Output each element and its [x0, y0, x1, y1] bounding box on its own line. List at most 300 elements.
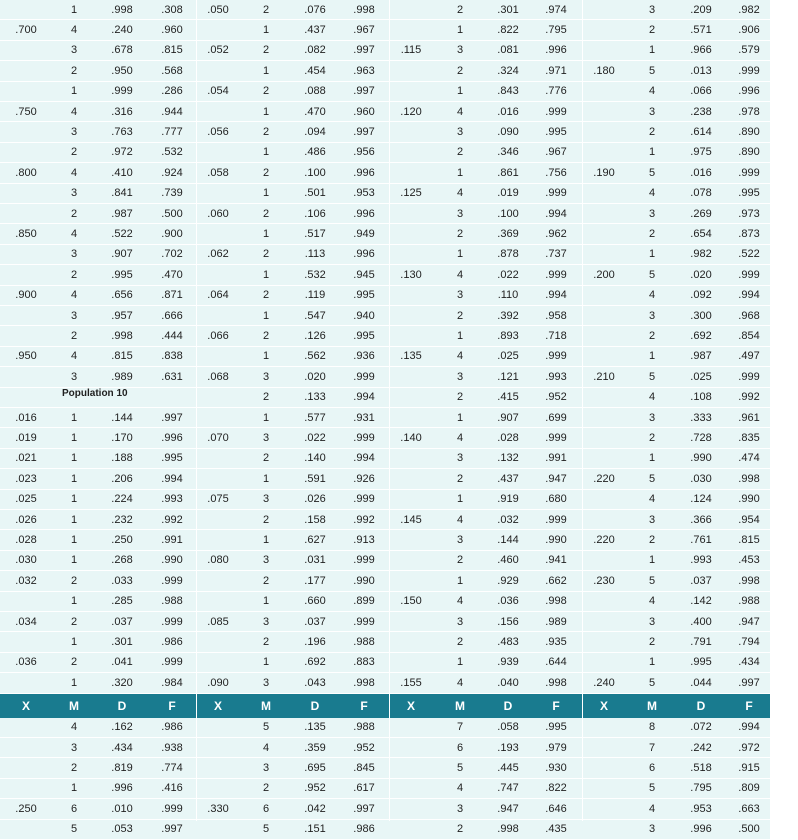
cell-f-g4: .990 [738, 493, 760, 506]
cell-m-g1: 1 [70, 534, 78, 547]
cell-m-g2: 2 [262, 574, 270, 587]
cell-d-g2: .517 [304, 228, 326, 241]
cell-d-g3: .110 [497, 289, 519, 302]
cell-m-g2: 3 [262, 676, 270, 689]
cell-m-g1: 1 [70, 432, 78, 445]
cell-m-g2: 1 [262, 228, 270, 241]
cell-f-g4: .961 [738, 411, 760, 424]
cell-m-g1: 4 [70, 24, 78, 37]
cell-d-g4: .975 [690, 146, 712, 159]
cell-m-g1: 2 [70, 574, 78, 587]
cell-m-g1: 4 [70, 289, 78, 302]
cell-d-g1: .998 [111, 330, 133, 343]
header-d-g1: D [117, 698, 127, 713]
column-group-divider [196, 0, 197, 821]
cell-x-g2: .085 [207, 615, 229, 628]
cell-m-g1: 1 [70, 452, 78, 465]
cell-d-g1: .316 [111, 105, 133, 118]
table-row [0, 718, 770, 738]
cell-m-g2: 1 [262, 350, 270, 363]
cell-d-g3: .919 [497, 493, 519, 506]
cell-f-g3: .974 [545, 3, 567, 16]
cell-m-g4: 2 [648, 24, 656, 37]
cell-f-g2: .990 [353, 574, 375, 587]
cell-m-g2: 2 [262, 289, 270, 302]
cell-m-g4: 5 [648, 64, 656, 77]
cell-m-g3: 1 [456, 166, 464, 179]
cell-f-g4: .999 [738, 166, 760, 179]
cell-f-g3: .644 [545, 656, 567, 669]
cell-m-g3: 1 [456, 330, 464, 343]
cell-m-g2: 3 [262, 493, 270, 506]
cell-m-g1: 2 [70, 615, 78, 628]
cell-m-g1: 1 [70, 595, 78, 608]
cell-x-g3: .145 [400, 513, 422, 526]
cell-m-g4: 3 [648, 411, 656, 424]
cell-f-g1: .938 [161, 741, 183, 754]
cell-d-g4: .953 [690, 802, 712, 815]
cell-m-g1: 2 [70, 762, 78, 775]
cell-d-g2: .135 [304, 721, 326, 734]
cell-m-g2: 1 [262, 146, 270, 159]
cell-x-g1: .700 [15, 24, 37, 37]
cell-d-g3: .032 [497, 513, 519, 526]
cell-f-g3: .958 [545, 309, 567, 322]
cell-m-g1: 1 [70, 554, 78, 567]
cell-d-g4: .124 [690, 493, 712, 506]
cell-x-g1: .032 [15, 574, 37, 587]
cell-m-g4: 5 [648, 676, 656, 689]
cell-m-g4: 4 [648, 85, 656, 98]
cell-f-g2: .883 [353, 656, 375, 669]
cell-d-g2: .100 [304, 166, 326, 179]
cell-m-g1: 2 [70, 656, 78, 669]
cell-d-g4: .614 [690, 126, 712, 139]
cell-d-g4: .987 [690, 350, 712, 363]
cell-m-g3: 4 [456, 432, 464, 445]
cell-f-g2: .994 [353, 452, 375, 465]
cell-m-g4: 1 [648, 452, 656, 465]
cell-d-g4: .037 [690, 574, 712, 587]
cell-f-g1: .996 [161, 432, 183, 445]
cell-f-g1: .416 [161, 782, 183, 795]
header-x-g1: X [21, 698, 30, 713]
cell-d-g2: .577 [304, 411, 326, 424]
cell-m-g4: 3 [648, 3, 656, 16]
cell-x-g1: .036 [15, 656, 37, 669]
cell-x-g3: .140 [400, 432, 422, 445]
cell-d-g4: .072 [690, 721, 712, 734]
cell-d-g4: .242 [690, 741, 712, 754]
cell-d-g1: .224 [111, 493, 133, 506]
table-row [0, 653, 770, 673]
cell-m-g1: 1 [70, 472, 78, 485]
cell-m-g4: 1 [648, 554, 656, 567]
cell-f-g3: .994 [545, 289, 567, 302]
cell-f-g4: .434 [738, 656, 760, 669]
cell-m-g4: 5 [648, 370, 656, 383]
cell-f-g2: .617 [353, 782, 375, 795]
cell-m-g2: 2 [262, 207, 270, 220]
cell-d-g1: .907 [111, 248, 133, 261]
cell-m-g3: 2 [456, 554, 464, 567]
cell-d-g1: .434 [111, 741, 133, 754]
cell-d-g2: .562 [304, 350, 326, 363]
cell-m-g4: 3 [648, 823, 656, 836]
cell-f-g1: .532 [161, 146, 183, 159]
cell-d-g1: .041 [111, 656, 133, 669]
cell-m-g1: 4 [70, 721, 78, 734]
cell-m-g1: 3 [70, 370, 78, 383]
cell-m-g1: 3 [70, 741, 78, 754]
table-row [0, 738, 770, 758]
cell-d-g2: .660 [304, 595, 326, 608]
table-row [0, 122, 770, 142]
cell-f-g1: .990 [161, 554, 183, 567]
cell-d-g1: .522 [111, 228, 133, 241]
cell-x-g2: .050 [207, 3, 229, 16]
cell-f-g3: .662 [545, 574, 567, 587]
header-m-g4: M [647, 698, 657, 713]
cell-f-g2: .960 [353, 105, 375, 118]
cell-f-g1: .815 [161, 44, 183, 57]
cell-f-g3: .737 [545, 248, 567, 261]
cell-f-g1: .995 [161, 452, 183, 465]
cell-x-g2: .064 [207, 289, 229, 302]
cell-m-g1: 3 [70, 309, 78, 322]
cell-d-g2: .119 [304, 289, 326, 302]
cell-m-g2: 4 [262, 741, 270, 754]
cell-d-g2: .177 [304, 574, 326, 587]
cell-m-g4: 4 [648, 187, 656, 200]
cell-m-g4: 3 [648, 105, 656, 118]
cell-x-g2: .080 [207, 554, 229, 567]
cell-m-g2: 1 [262, 472, 270, 485]
cell-m-g4: 4 [648, 595, 656, 608]
cell-f-g3: .967 [545, 146, 567, 159]
cell-d-g1: .320 [111, 676, 133, 689]
cell-x-g1: .800 [15, 166, 37, 179]
cell-f-g4: .794 [738, 636, 760, 649]
cell-m-g3: 4 [456, 350, 464, 363]
cell-d-g1: .998 [111, 3, 133, 16]
cell-f-g2: .963 [353, 64, 375, 77]
cell-f-g4: .915 [738, 762, 760, 775]
cell-f-g4: .997 [738, 676, 760, 689]
cell-f-g4: .854 [738, 330, 760, 343]
cell-x-g1: .950 [15, 350, 37, 363]
cell-x-g2: .052 [207, 44, 229, 57]
cell-x-g2: .054 [207, 85, 229, 98]
cell-x-g1: .750 [15, 105, 37, 118]
cell-f-g2: .994 [353, 391, 375, 404]
cell-m-g2: 3 [262, 762, 270, 775]
table-row [0, 592, 770, 612]
cell-f-g2: .997 [353, 802, 375, 815]
cell-f-g4: .982 [738, 3, 760, 16]
cell-f-g4: .972 [738, 741, 760, 754]
cell-x-g1: .016 [15, 411, 37, 424]
cell-x-g1: .030 [15, 554, 37, 567]
cell-f-g1: .871 [161, 289, 183, 302]
cell-f-g3: .998 [545, 595, 567, 608]
cell-d-g1: .053 [111, 823, 133, 836]
cell-x-g2: .058 [207, 166, 229, 179]
table-row [0, 347, 770, 367]
cell-d-g2: .692 [304, 656, 326, 669]
cell-m-g3: 1 [456, 656, 464, 669]
cell-d-g4: .142 [690, 595, 712, 608]
table-row [0, 245, 770, 265]
cell-m-g2: 2 [262, 391, 270, 404]
cell-d-g1: .301 [111, 636, 133, 649]
cell-d-g2: .126 [304, 330, 326, 343]
cell-f-g3: .699 [545, 411, 567, 424]
cell-d-g3: .016 [497, 105, 519, 118]
cell-m-g2: 2 [262, 513, 270, 526]
cell-d-g4: .092 [690, 289, 712, 302]
cell-f-g3: .822 [545, 782, 567, 795]
cell-d-g3: .346 [497, 146, 519, 159]
cell-d-g3: .947 [497, 802, 519, 815]
cell-f-g3: .994 [545, 207, 567, 220]
cell-x-g2: .062 [207, 248, 229, 261]
cell-f-g3: .756 [545, 166, 567, 179]
cell-f-g3: .646 [545, 802, 567, 815]
cell-x-g2: .070 [207, 432, 229, 445]
cell-d-g3: .132 [497, 452, 519, 465]
table-row [0, 326, 770, 346]
cell-f-g1: .994 [161, 472, 183, 485]
cell-f-g3: .989 [545, 615, 567, 628]
cell-x-g3: .125 [400, 187, 422, 200]
cell-m-g2: 1 [262, 268, 270, 281]
cell-d-g3: .301 [497, 3, 519, 16]
header-x-g3: X [406, 698, 415, 713]
cell-m-g1: 3 [70, 126, 78, 139]
cell-f-g4: .663 [738, 802, 760, 815]
cell-m-g3: 2 [456, 391, 464, 404]
cell-d-g2: .151 [304, 823, 326, 836]
cell-d-g3: .929 [497, 574, 519, 587]
cell-m-g4: 5 [648, 782, 656, 795]
cell-d-g3: .822 [497, 24, 519, 37]
cell-f-g3: .995 [545, 721, 567, 734]
cell-f-g1: .774 [161, 762, 183, 775]
cell-f-g4: .522 [738, 248, 760, 261]
table-row [0, 469, 770, 489]
cell-d-g4: .995 [690, 656, 712, 669]
table-row [0, 779, 770, 799]
cell-d-g3: .878 [497, 248, 519, 261]
cell-f-g1: .999 [161, 574, 183, 587]
cell-x-g4: .240 [593, 676, 615, 689]
cell-m-g2: 2 [262, 248, 270, 261]
cell-f-g4: .996 [738, 85, 760, 98]
cell-f-g1: .568 [161, 64, 183, 77]
cell-d-g2: .158 [304, 513, 326, 526]
cell-m-g4: 3 [648, 513, 656, 526]
cell-m-g4: 1 [648, 146, 656, 159]
cell-f-g2: .956 [353, 146, 375, 159]
header-m-g1: M [69, 698, 79, 713]
table-row [0, 449, 770, 469]
cell-m-g1: 2 [70, 146, 78, 159]
cell-d-g3: .843 [497, 85, 519, 98]
cell-m-g1: 1 [70, 85, 78, 98]
cell-f-g1: .777 [161, 126, 183, 139]
cell-d-g1: .232 [111, 513, 133, 526]
cell-m-g1: 4 [70, 350, 78, 363]
cell-m-g4: 7 [648, 741, 656, 754]
cell-m-g2: 3 [262, 615, 270, 628]
cell-d-g2: .627 [304, 534, 326, 547]
cell-f-g1: .500 [161, 207, 183, 220]
cell-d-g4: .078 [690, 187, 712, 200]
column-group-divider [389, 0, 390, 821]
cell-d-g4: .066 [690, 85, 712, 98]
cell-d-g1: .996 [111, 782, 133, 795]
cell-d-g3: .907 [497, 411, 519, 424]
cell-d-g3: .369 [497, 228, 519, 241]
cell-m-g4: 5 [648, 472, 656, 485]
header-m-g2: M [261, 698, 271, 713]
table-row [0, 0, 770, 20]
cell-f-g2: .988 [353, 636, 375, 649]
cell-d-g1: .678 [111, 44, 133, 57]
cell-d-g2: .591 [304, 472, 326, 485]
cell-f-g2: .999 [353, 615, 375, 628]
cell-d-g4: .025 [690, 370, 712, 383]
cell-m-g1: 2 [70, 207, 78, 220]
cell-m-g3: 2 [456, 472, 464, 485]
cell-m-g3: 2 [456, 309, 464, 322]
cell-m-g4: 1 [648, 350, 656, 363]
cell-f-g4: .994 [738, 721, 760, 734]
cell-x-g1: .034 [15, 615, 37, 628]
table-row [0, 143, 770, 163]
cell-d-g3: .025 [497, 350, 519, 363]
cell-x-g2: .330 [207, 802, 229, 815]
cell-f-g1: .286 [161, 85, 183, 98]
cell-m-g3: 1 [456, 248, 464, 261]
cell-d-g4: .728 [690, 432, 712, 445]
cell-f-g4: .809 [738, 782, 760, 795]
cell-f-g1: .702 [161, 248, 183, 261]
cell-f-g3: .680 [545, 493, 567, 506]
cell-d-g4: .016 [690, 166, 712, 179]
cell-f-g4: .453 [738, 554, 760, 567]
table-row [0, 758, 770, 778]
cell-d-g3: .392 [497, 309, 519, 322]
cell-d-g1: .989 [111, 370, 133, 383]
cell-f-g1: .944 [161, 105, 183, 118]
cell-d-g4: .692 [690, 330, 712, 343]
cell-d-g2: .043 [304, 676, 326, 689]
cell-m-g2: 6 [262, 802, 270, 815]
cell-f-g1: .470 [161, 268, 183, 281]
cell-f-g1: .988 [161, 595, 183, 608]
cell-d-g4: .518 [690, 762, 712, 775]
cell-m-g3: 1 [456, 85, 464, 98]
cell-f-g4: .999 [738, 370, 760, 383]
cell-f-g4: .973 [738, 207, 760, 220]
cell-m-g4: 2 [648, 330, 656, 343]
cell-d-g3: .445 [497, 762, 519, 775]
header-x-g4: X [599, 698, 608, 713]
cell-x-g3: .120 [400, 105, 422, 118]
cell-m-g2: 2 [262, 636, 270, 649]
cell-d-g3: .040 [497, 676, 519, 689]
cell-f-g4: .497 [738, 350, 760, 363]
cell-x-g1: .250 [15, 802, 37, 815]
cell-m-g3: 3 [456, 126, 464, 139]
cell-m-g3: 3 [456, 534, 464, 547]
cell-f-g2: .988 [353, 721, 375, 734]
cell-m-g3: 1 [456, 574, 464, 587]
cell-d-g4: .761 [690, 534, 712, 547]
cell-f-g3: .999 [545, 513, 567, 526]
cell-d-g2: .113 [304, 248, 326, 261]
cell-f-g4: .947 [738, 615, 760, 628]
cell-d-g4: .571 [690, 24, 712, 37]
cell-d-g3: .121 [497, 370, 519, 383]
cell-f-g4: .999 [738, 268, 760, 281]
header-f-g4: F [745, 698, 753, 713]
cell-f-g4: .474 [738, 452, 760, 465]
cell-d-g3: .193 [497, 741, 519, 754]
section-label: Population 10 [62, 387, 128, 399]
cell-f-g4: .999 [738, 64, 760, 77]
table-row [0, 799, 770, 819]
cell-m-g4: 2 [648, 636, 656, 649]
table-row [0, 408, 770, 428]
cell-f-g4: .954 [738, 513, 760, 526]
cell-d-g4: .791 [690, 636, 712, 649]
cell-m-g4: 1 [648, 656, 656, 669]
table-row [0, 224, 770, 244]
table-header-row [0, 694, 770, 718]
cell-d-g2: .501 [304, 187, 326, 200]
cell-x-g4: .230 [593, 574, 615, 587]
cell-f-g3: .971 [545, 64, 567, 77]
cell-x-g2: .060 [207, 207, 229, 220]
cell-d-g2: .437 [304, 24, 326, 37]
cell-f-g2: .999 [353, 554, 375, 567]
cell-m-g3: 4 [456, 782, 464, 795]
cell-m-g3: 3 [456, 615, 464, 628]
cell-d-g2: .088 [304, 85, 326, 98]
cell-f-g3: .941 [545, 554, 567, 567]
cell-f-g4: .998 [738, 472, 760, 485]
cell-m-g3: 3 [456, 44, 464, 57]
header-x-g2: X [213, 698, 222, 713]
cell-d-g3: .058 [497, 721, 519, 734]
cell-f-g3: .995 [545, 126, 567, 139]
cell-f-g3: .930 [545, 762, 567, 775]
cell-f-g3: .795 [545, 24, 567, 37]
cell-d-g4: .993 [690, 554, 712, 567]
cell-m-g3: 2 [456, 636, 464, 649]
cell-m-g1: 4 [70, 228, 78, 241]
cell-m-g1: 1 [70, 513, 78, 526]
table-row [0, 632, 770, 652]
cell-f-g1: .631 [161, 370, 183, 383]
cell-m-g3: 2 [456, 823, 464, 836]
cell-m-g4: 8 [648, 721, 656, 734]
cell-d-g3: .415 [497, 391, 519, 404]
cell-f-g1: .986 [161, 636, 183, 649]
